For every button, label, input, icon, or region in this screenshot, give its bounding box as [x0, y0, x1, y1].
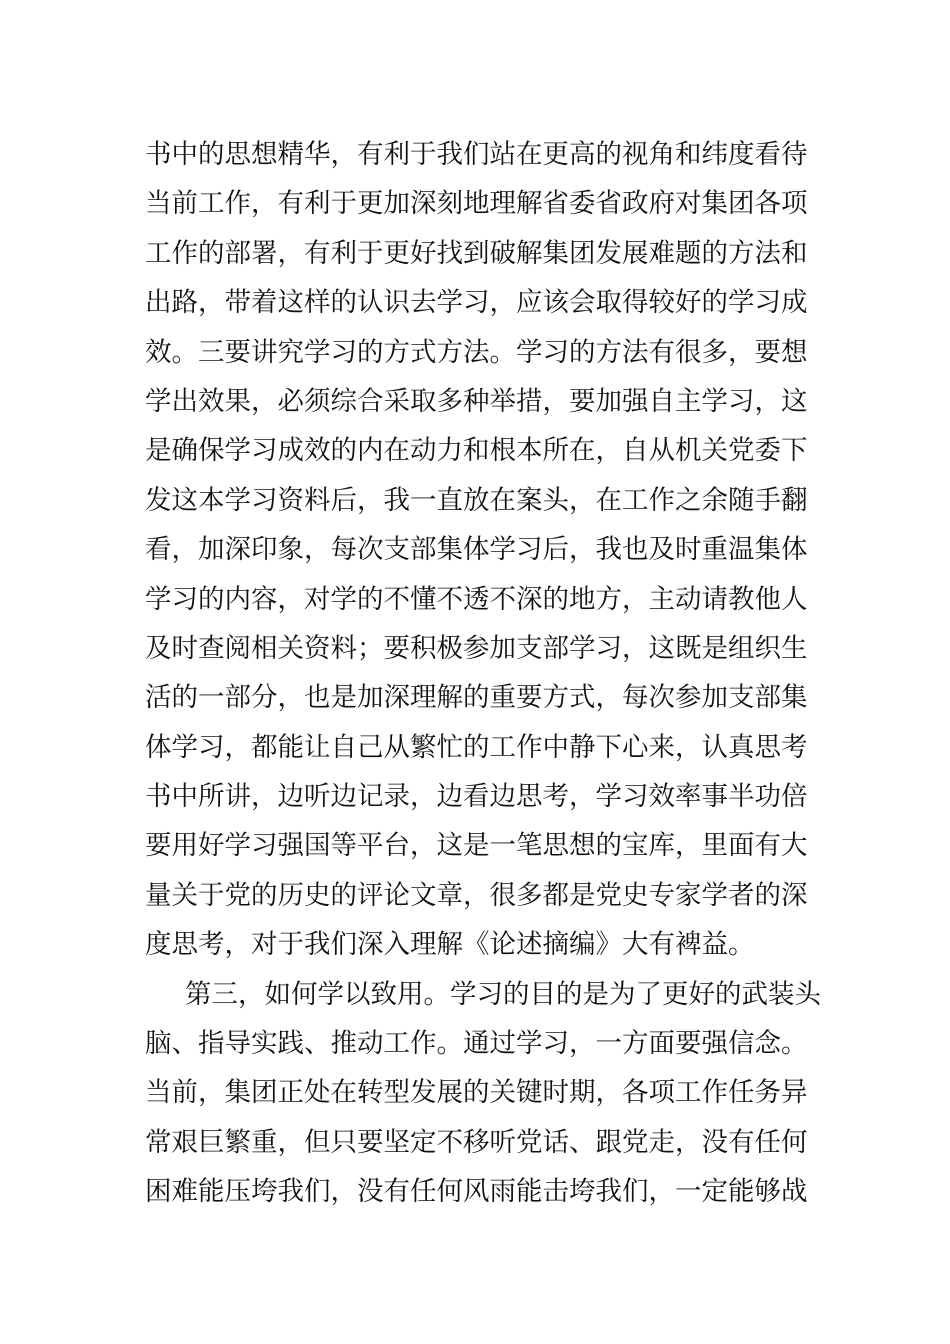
paragraph-start-line: 第三，如何学以致用。学习的目的是为了更好的武装头	[185, 978, 821, 1010]
text-line-4: 出路，带着这样的认识去学习，应该会取得较好的学习成	[145, 287, 808, 319]
text-line-20: 当前，集团正处在转型发展的关键时期，各项工作任务异	[145, 1077, 808, 1109]
text-line-1: 书中的思想精华，有利于我们站在更高的视角和纬度看待	[145, 139, 808, 170]
text-line-10: 学习的内容，对学的不懂不透不深的地方，主动请教他人	[145, 583, 808, 615]
text-line-21: 常艰巨繁重，但只要坚定不移听党话、跟党走，没有任何	[145, 1126, 808, 1158]
text-line-17: 度思考，对于我们深入理解《论述摘编》大有裨益。	[145, 929, 755, 961]
text-line-15: 要用好学习强国等平台，这是一笔思想的宝库，里面有大	[145, 830, 808, 862]
text-line-11: 及时查阅相关资料；要积极参加支部学习，这既是组织生	[145, 632, 808, 664]
text-line-3: 工作的部署，有利于更好找到破解集团发展难题的方法和	[145, 237, 808, 269]
text-line-6: 学出效果，必须综合采取多种举措，要加强自主学习，这	[145, 385, 808, 417]
text-line-22: 困难能压垮我们，没有任何风雨能击垮我们，一定能够战	[145, 1176, 808, 1208]
text-line-19: 脑、指导实践、推动工作。通过学习，一方面要强信念。	[145, 1028, 808, 1060]
text-line-12: 活的一部分，也是加深理解的重要方式，每次参加支部集	[145, 682, 808, 714]
text-line-9: 看，加深印象，每次支部集体学习后，我也及时重温集体	[145, 534, 808, 566]
text-line-8: 发这本学习资料后，我一直放在案头，在工作之余随手翻	[145, 484, 808, 516]
text-line-14: 书中所讲，边听边记录，边看边思考，学习效率事半功倍	[145, 781, 808, 813]
body-text	[145, 130, 825, 1217]
text-line-5: 效。三要讲究学习的方式方法。学习的方法有很多，要想	[145, 336, 808, 368]
text-line-16: 量关于党的历史的评论文章，很多都是党史专家学者的深	[145, 879, 808, 911]
text-line-13: 体学习，都能让自己从繁忙的工作中静下心来，认真思考	[145, 731, 808, 763]
text-line-7: 是确保学习成效的内在动力和根本所在，自从机关党委下	[145, 435, 808, 467]
text-line-2: 当前工作，有利于更加深刻地理解省委省政府对集团各项	[145, 188, 808, 220]
